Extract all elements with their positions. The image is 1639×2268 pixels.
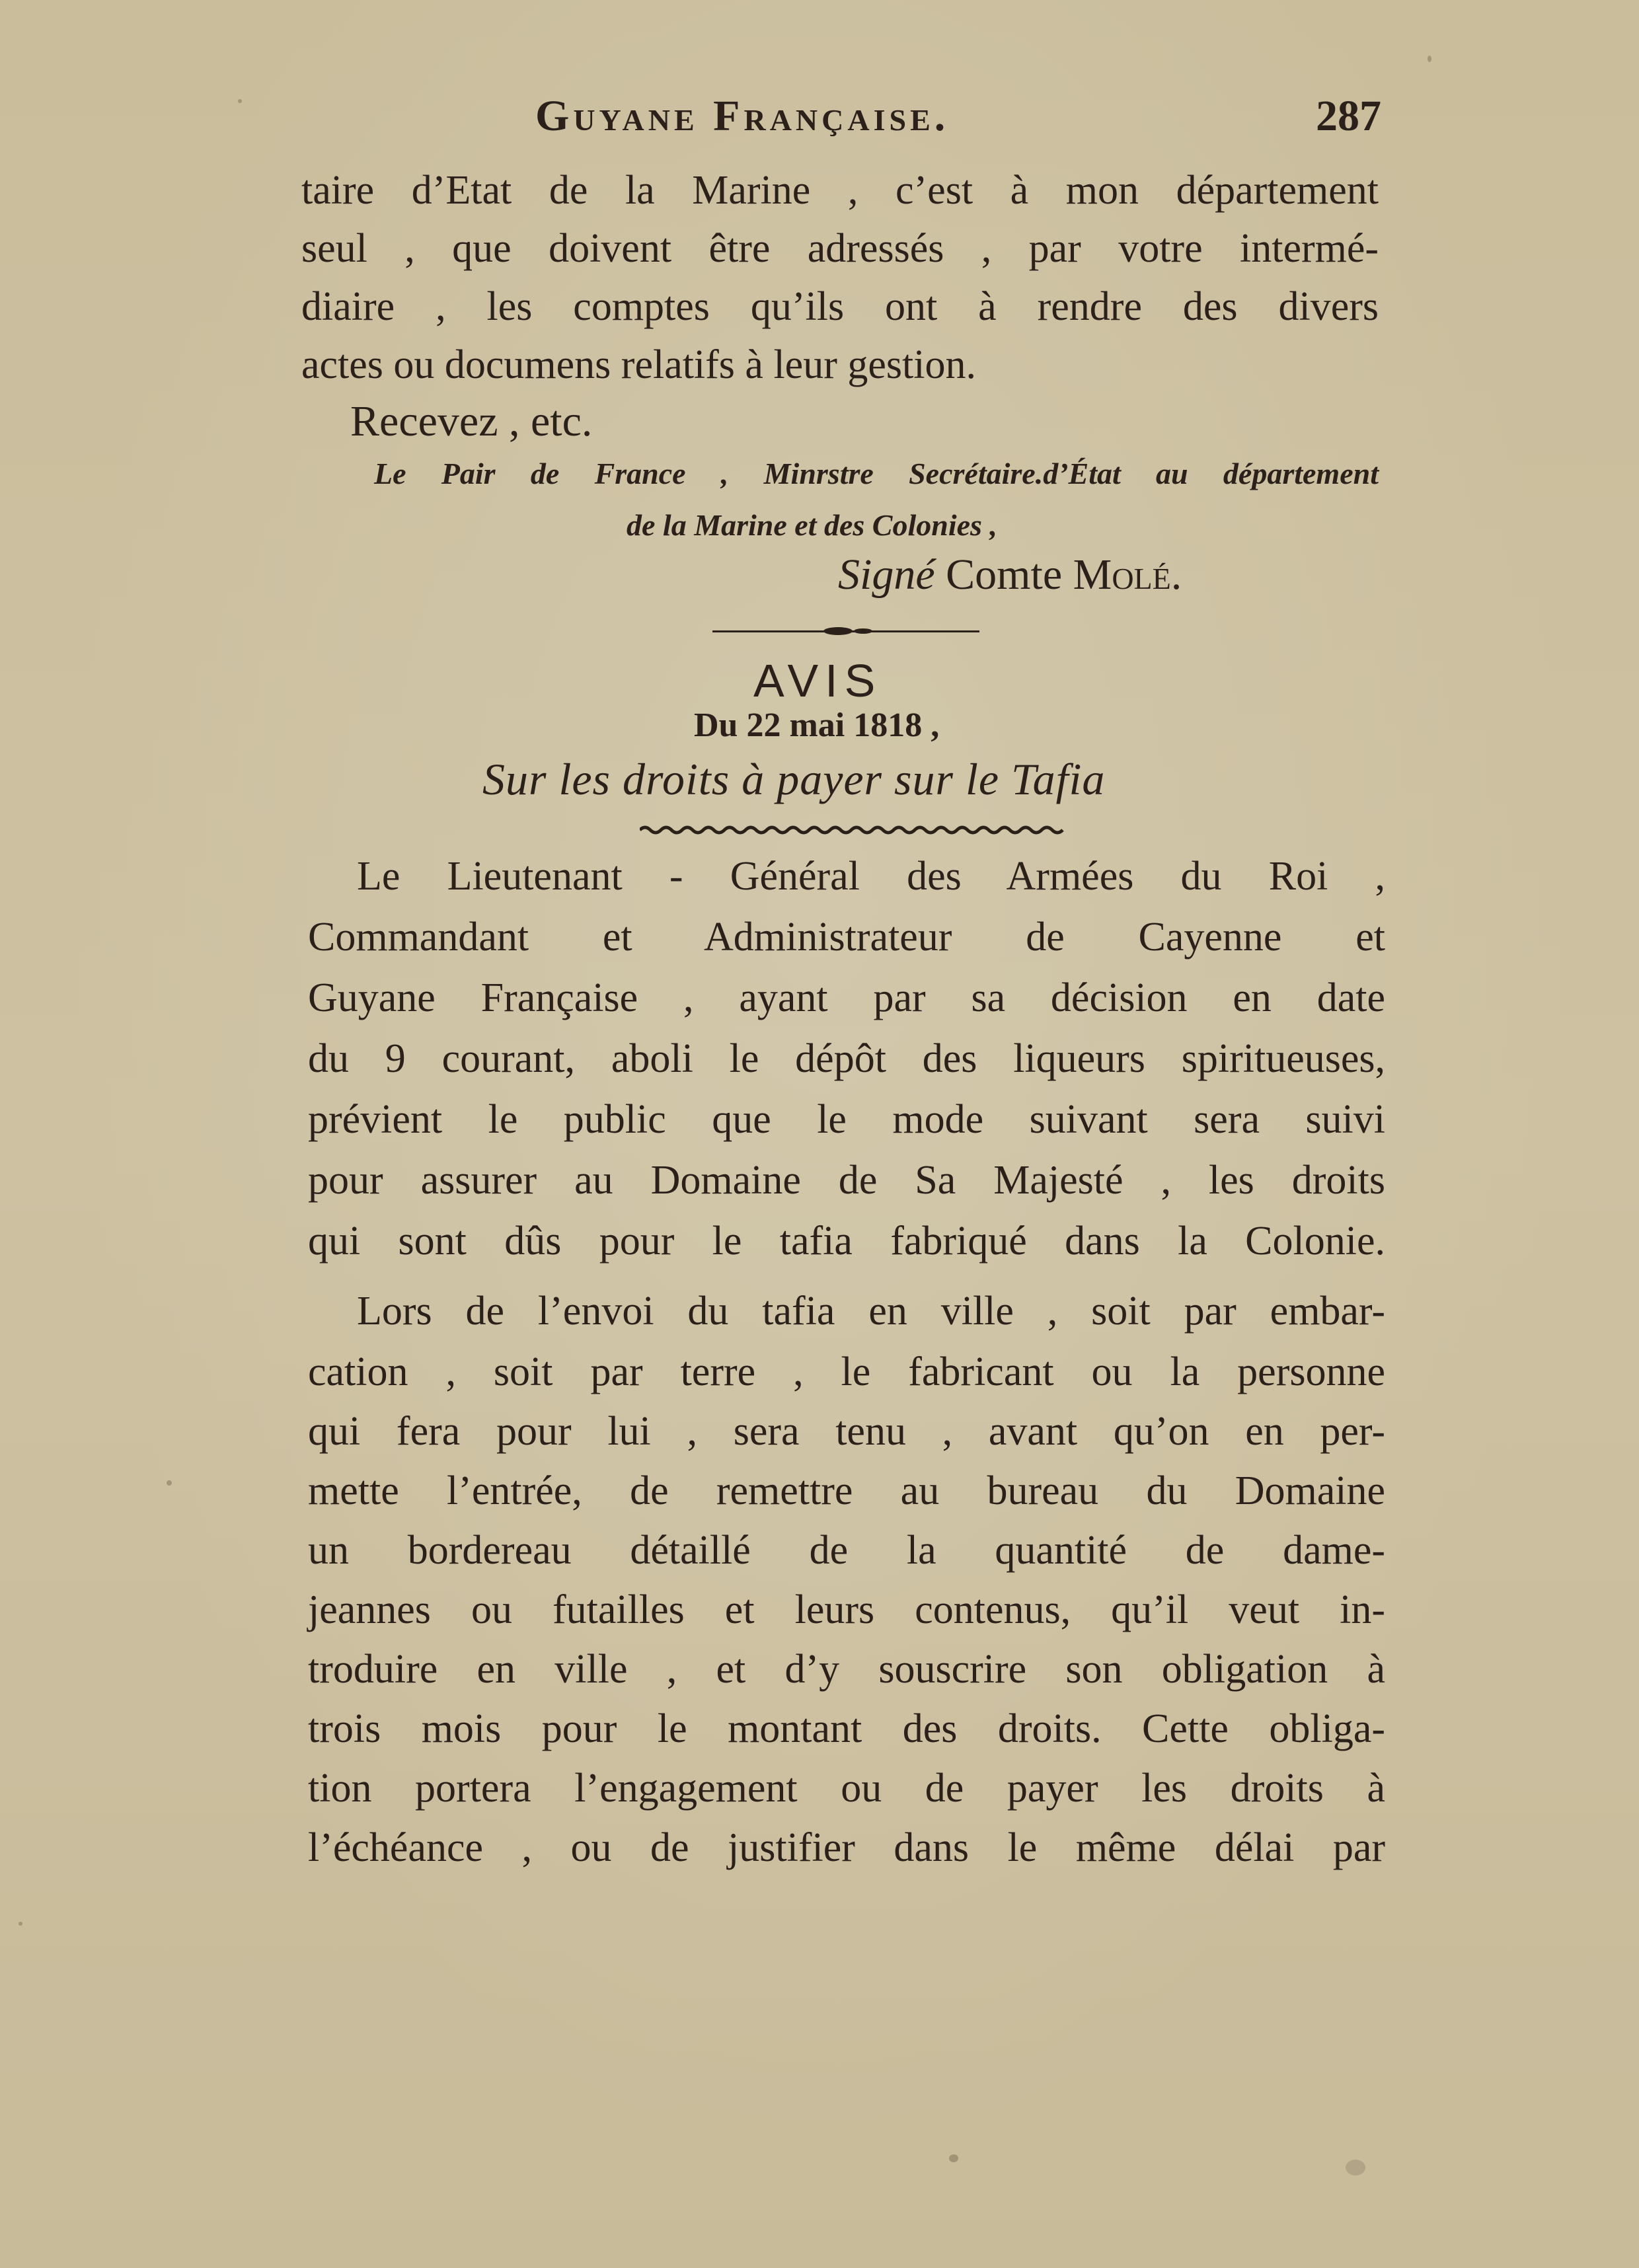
- paragraph-line: Le Lieutenant - Général des Armées du Roi ,: [357, 854, 1385, 899]
- letter-line: diaire , les comptes qu’ils ont à rendre des divers: [301, 284, 1379, 329]
- paragraph-line: l’échéance , ou de justifier dans le même délai par: [308, 1825, 1385, 1870]
- paragraph-line: cation , soit par terre , le fabricant ou la personne: [308, 1349, 1385, 1394]
- wavy-divider: [640, 825, 1065, 835]
- paragraph-line: mette l’entrée, de remettre au bureau du Domaine: [308, 1468, 1385, 1513]
- paragraph-line: Guyane Française , ayant par sa décision en date: [308, 975, 1385, 1020]
- paragraph-line: Lors de l’envoi du tafia en ville , soit par embar-: [357, 1289, 1385, 1334]
- letter-line: actes ou documens relatifs à leur gestion.: [301, 342, 976, 387]
- closing-greeting: Recevez , etc.: [350, 397, 593, 445]
- notice-subject: Sur les droits à payer sur le Tafia: [482, 754, 1106, 804]
- paragraph-line: trois mois pour le montant des droits. Cette obliga-: [308, 1706, 1385, 1751]
- paragraph-line: Commandant et Administrateur de Cayenne et: [308, 915, 1385, 960]
- signatory-title-line-1: Le Pair de France , Minrstre Secrétaire.d’État au département: [374, 457, 1379, 490]
- signature-line: [838, 550, 1182, 600]
- signed-name: Molé.: [1073, 550, 1182, 599]
- signatory-title-line-2: de la Marine et des Colonies ,: [627, 508, 997, 542]
- running-head: [535, 91, 1381, 151]
- paragraph-line: troduire en ville , et d’y souscrire son obligation à: [308, 1647, 1385, 1692]
- running-head-title: Guyane Française.: [535, 92, 950, 140]
- signed-name-prefix: Comte: [946, 550, 1063, 599]
- page-number: 287: [1316, 92, 1381, 140]
- signed-label: Signé: [838, 550, 935, 599]
- paragraph-line: qui sont dûs pour le tafia fabriqué dans la Colonie.: [308, 1219, 1385, 1264]
- notice-date: Du 22 mai 1818 ,: [694, 706, 940, 744]
- paragraph-line: tion portera l’engagement ou de payer les droits à: [308, 1766, 1385, 1811]
- paragraph-line: prévient le public que le mode suivant sera suivi: [308, 1097, 1385, 1142]
- paragraph-line: du 9 courant, aboli le dépôt des liqueurs spiritueuses,: [308, 1036, 1385, 1081]
- paragraph-line: un bordereau détaillé de la quantité de dame-: [308, 1528, 1385, 1573]
- letter-line: taire d’Etat de la Marine , c’est à mon département: [301, 168, 1379, 213]
- notice-heading: AVIS: [753, 655, 882, 706]
- paragraph-line: pour assurer au Domaine de Sa Majesté , les droits: [308, 1158, 1385, 1203]
- paragraph-line: qui fera pour lui , sera tenu , avant qu’on en per-: [308, 1409, 1385, 1454]
- letter-line: seul , que doivent être adressés , par votre intermé-: [301, 226, 1379, 271]
- ornamental-rule: [712, 626, 979, 636]
- paragraph-line: jeannes ou futailles et leurs contenus, qu’il veut in-: [308, 1587, 1385, 1632]
